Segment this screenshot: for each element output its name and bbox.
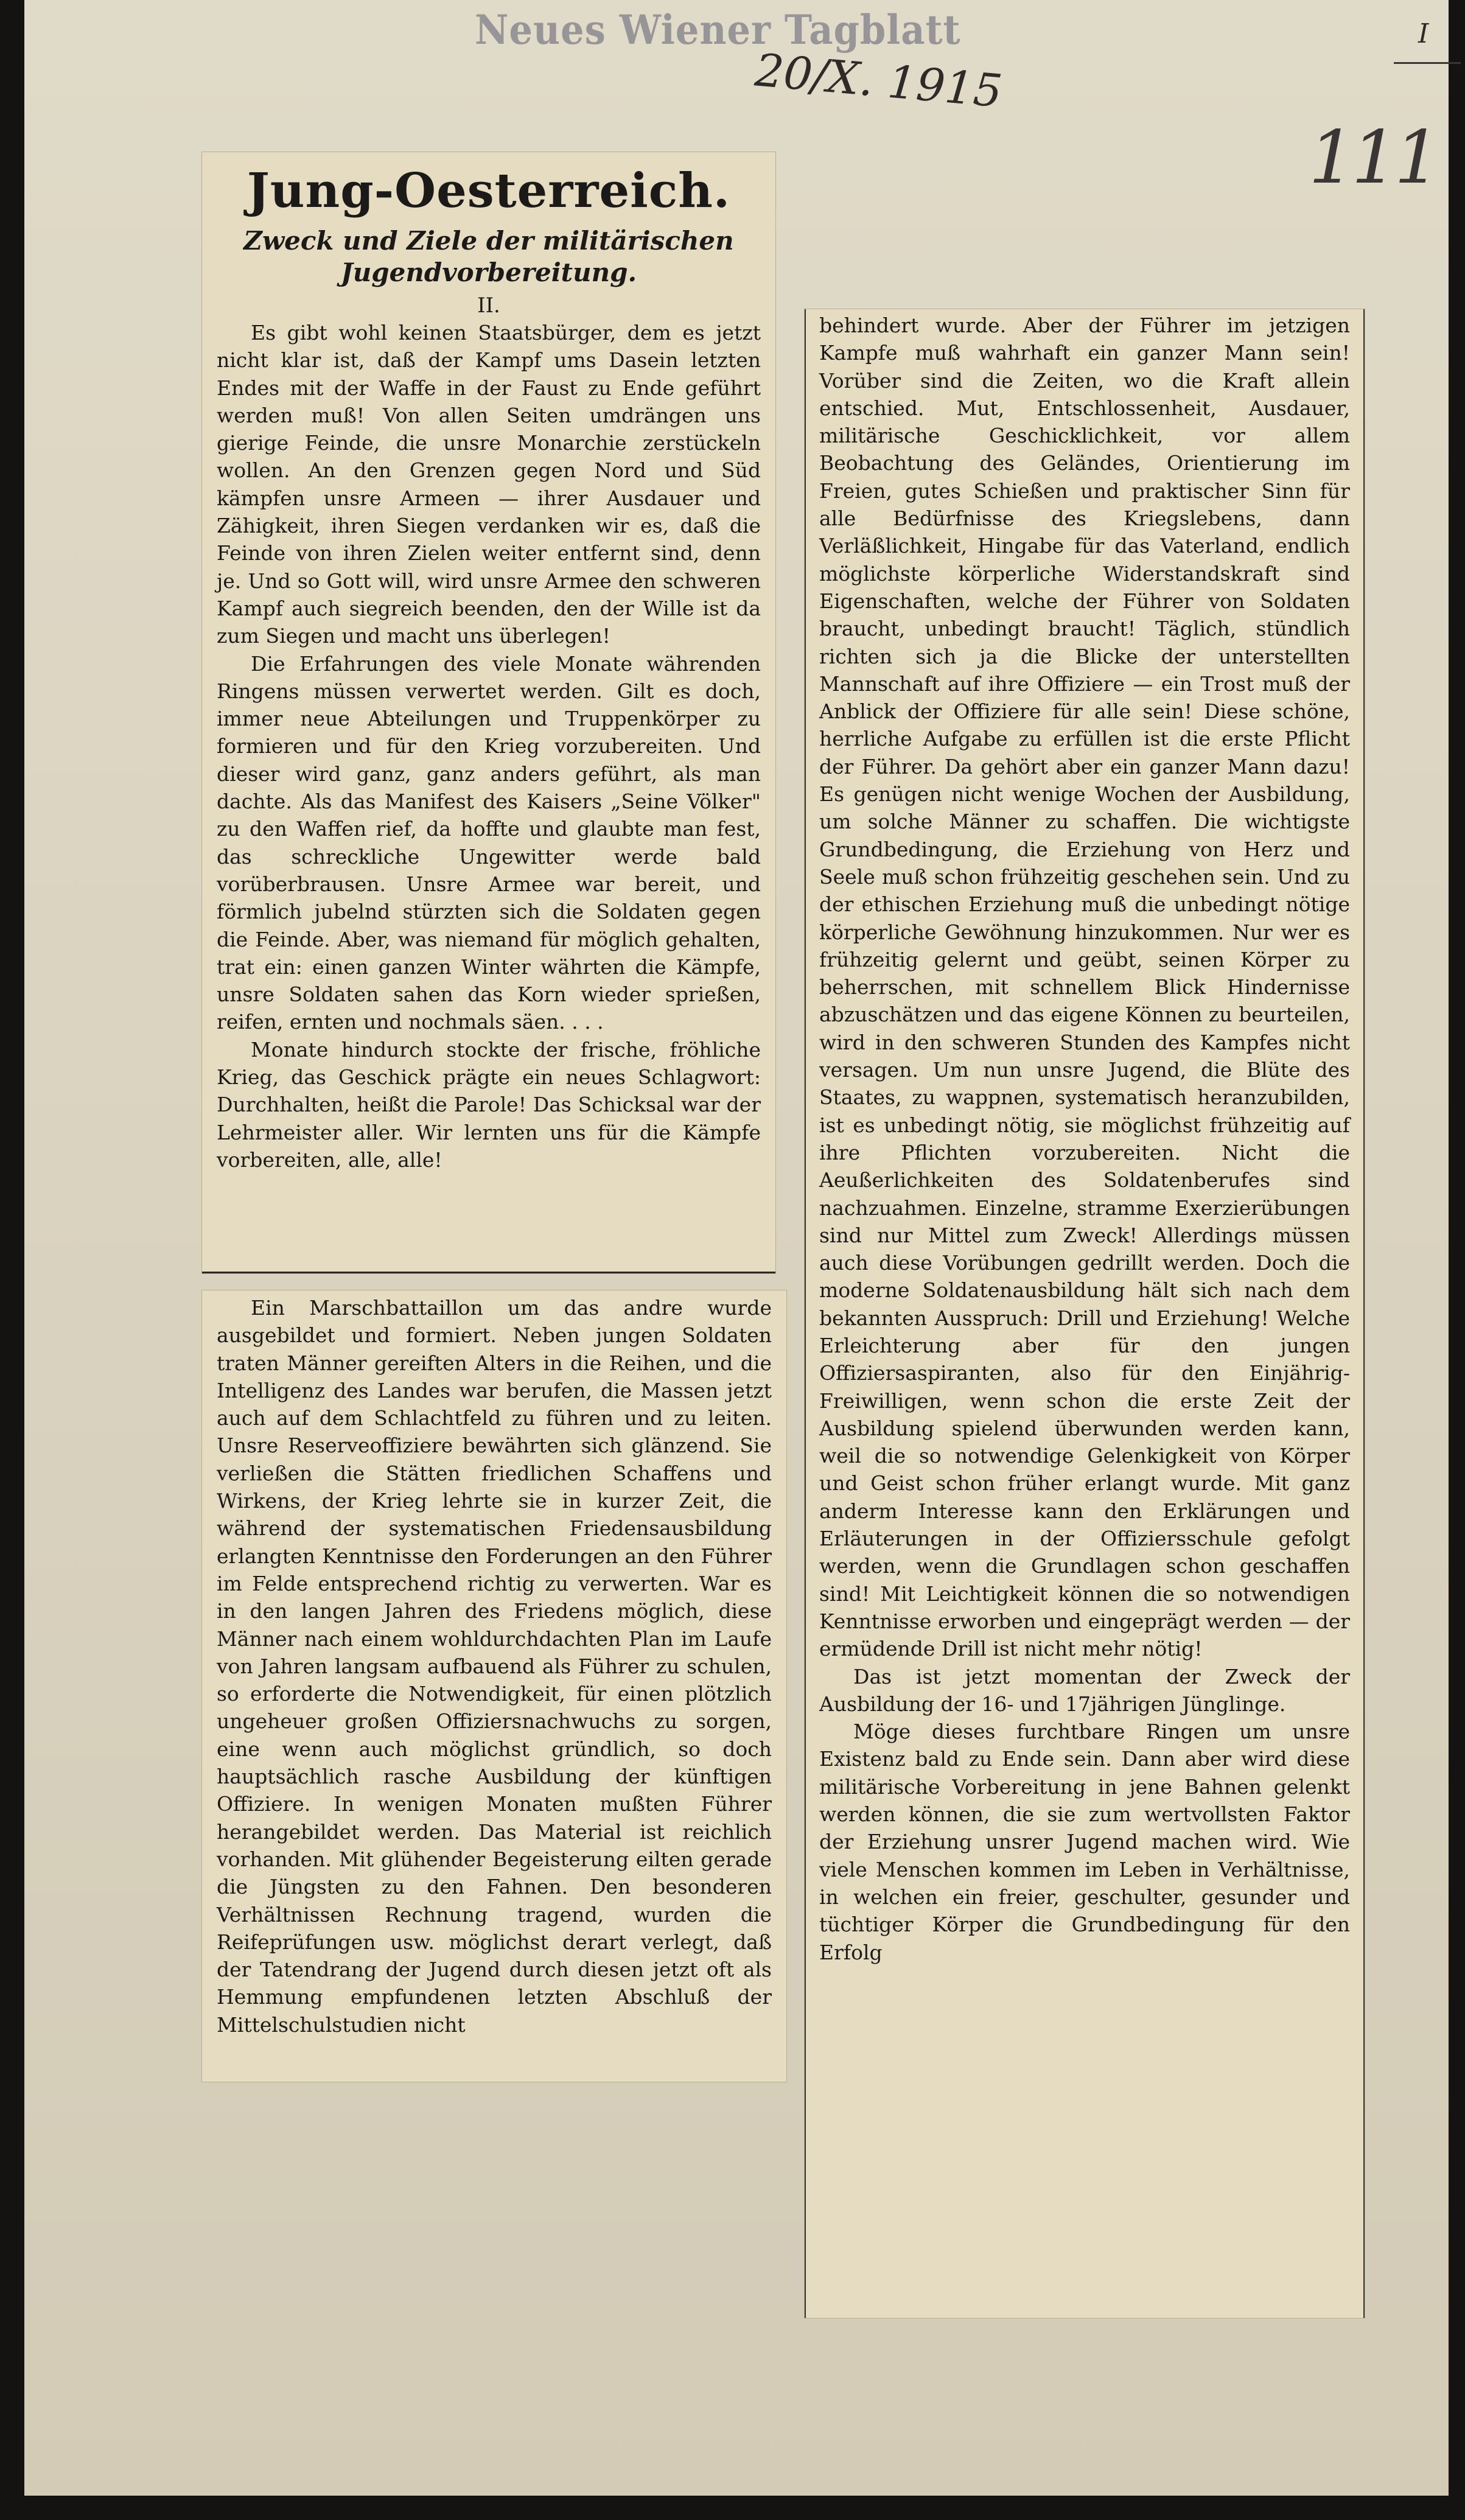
clipping-continuation-column (202, 1290, 786, 2082)
paragraph: Möge dieses furchtbare Ringen um unsre Existenz bald zu Ende sein. Dann aber wird diese militärische Vorbereitung in jene Bahnen gelenkt werden können, die sie zum wertvollsten Faktor der Erziehung unsrer Jugend machen wird. Wie viele Menschen kommen im Leben in Verhältnisse, in welchen ein freier, geschulter, gesunder und tüchtiger Körper die Grundbedingung für den Erfolg (819, 1720, 1350, 1964)
article-section-number: II. (477, 293, 500, 318)
paragraph: Das ist jetzt momentan der Zweck der Ausbildung der 16- und 17jährigen Jünglinge. (819, 1664, 1350, 1716)
column-rule-right (1363, 309, 1365, 2318)
newspaper-stamp: Neues Wiener Tagblatt (475, 6, 961, 54)
article-subtitle: Zweck und Ziele der militärischen Jugendvorbereitung. (243, 226, 734, 287)
handwritten-corner-mark: I (1418, 18, 1429, 49)
column-rule (202, 1272, 775, 1273)
archive-sheet (24, 0, 1449, 2496)
article-title: Jung-Oesterreich. (246, 163, 731, 219)
paragraph: Monate hindurch stockte der frische, fröhliche Krieg, das Geschick prägte ein neues Schlagwort: Durchhalten, heißt die Parole! Das Schicksal war der Lehrmeister aller. Wir lernten uns für die Kämpfe vorbereiten, alle, alle! (217, 1037, 761, 1172)
clipping-second-column (805, 309, 1365, 2318)
handwritten-number: 111 (1309, 116, 1438, 200)
handwritten-date: 20/X. 1915 (753, 44, 1005, 118)
handwritten-underline (1394, 62, 1461, 64)
paragraph: Es gibt wohl keinen Staatsbürger, dem es jetzt nicht klar ist, daß der Kampf ums Dasein letzten Endes mit der Waffe in der Faust zu Ende geführt werden muß! Von allen Seiten umdrängen uns gierige Feinde, die unsre Monarchie zerstückeln wollen. An den Grenzen gegen Nord und Süd kämpfen unsre Armeen — ihrer Ausdauer und Zähigkeit, ihren Siegen verdanken wir es, daß die Feinde von ihren Zielen weiter entfernt sind, denn je. Und so Gott will, wird unsre Armee den schweren Kampf auch siegreich beenden, den der Wille ist da zum Siegen und macht uns überlegen! (217, 321, 761, 648)
paragraph: Ein Marschbattaillon um das andre wurde ausgebildet und formiert. Neben jungen Soldaten traten Männer gereiften Alters in die Reihen, und die Intelligenz des Landes war berufen, die Massen jetzt auch auf dem Schlachtfeld zu führen und zu leiten. Unsre Reserveoffiziere bewährten sich glänzend. Sie verließen die Stätten friedlichen Schaffens und Wirkens, der Krieg lehrte sie in kurzer Zeit, die während der systematischen Friedensausbildung erlangten Kenntnisse den Forderungen an den Führer im Felde entsprechend richtig zu verwerten. War es in den langen Jahren des Friedens möglich, diese Männer nach einem wohldurchdachten Plan im Laufe von Jahren langsam aufbauend als Führer zu schulen, so erforderte die Notwendigkeit, für einen plötzlich ungeheuer großen Offiziersnachwuchs zu sorgen, eine wenn auch möglichst gründlich, so doch hauptsächlich rasche Ausbildung der künftigen Offiziere. In wenigen Monaten mußten Führer herangebildet werden. Das Material ist reichlich vorhanden. Mit glühender Begeisterung eilten gerade die Jüngsten zu den Fahnen. Den besonderen Verhältnissen Rechnung tragend, wurden die Reifeprüfungen usw. möglichst derart verlegt, daß der Tatendrang der Jugend durch diesen jetzt oft als Hemmung empfundenen letzten Abschluß der Mittelschulstudien nicht (217, 1296, 772, 2037)
clipping-headline-column (202, 152, 775, 1273)
column-rule-left (805, 309, 806, 2318)
paragraph: behindert wurde. Aber der Führer im jetzigen Kampfe muß wahrhaft ein ganzer Mann sein! Vorüber sind die Zeiten, wo die Kraft allein entschied. Mut, Entschlossenheit, Ausdauer, militärische Geschicklichkeit, vor allem Beobachtung des Geländes, Orientierung im Freien, gutes Schießen und praktischer Sinn für alle Bedürfnisse des Kriegslebens, dann Verläßlichkeit, Hingabe für das Vaterland, endlich möglichste körperliche Widerstandskraft sind Eigenschaften, welche der Führer von Soldaten braucht, unbedingt braucht! Täglich, stündlich richten sich ja die Blicke der unterstellten Mannschaft auf ihre Offiziere — ein Trost muß der Anblick der Offiziere für alle sein! Diese schöne, herrliche Aufgabe zu erfüllen ist die erste Pflicht der Führer. Da gehört aber ein ganzer Mann dazu! Es genügen nicht wenige Wochen der Ausbildung, um solche Männer zu schaffen. Die wichtigste Grundbedingung, die Erziehung von Herz und Seele muß schon frühzeitig geschehen sein. Und zu der ethischen Erziehung muß die unbedingt nötige körperliche Gewöhnung hinzukommen. Nur wer es frühzeitig gelernt und geübt, seinen Körper zu beherrschen, mit schnellem Blick Hindernisse abzuschätzen und das eigene Können zu beurteilen, wird in den schweren Stunden des Kampfes nicht versagen. Um nun unsre Jugend, die Blüte des Staates, zu wappnen, systematisch heranzubilden, ist es unbedingt nötig, sie möglichst frühzeitig auf ihre Pflichten vorzubereiten. Nicht die Aeußerlichkeiten des Soldatenberufes sind nachzuahmen. Einzelne, stramme Exerzierübungen sind nur Mittel zum Zweck! Allerdings müssen auch diese Vorübungen gedrillt werden. Doch die moderne Soldatenausbildung hält sich nach dem bekannten Ausspruch: Drill und Erziehung! Welche Erleichterung aber für den jungen Offiziersaspiranten, also für den Einjährig-Freiwilligen, wenn schon die erste Zeit der Ausbildung spielend überwunden werden kann, weil die so notwendige Gelenkigkeit von Körper und Geist schon früher erlangt wurde. Mit ganz anderm Interesse kann den Erklärungen und Erläuterungen in der Offiziersschule gefolgt werden, wenn die Grundlagen schon geschaffen sind! Mit Leichtigkeit können die so notwendigen Kenntnisse erworben und eingeprägt werden — der ermüdende Drill ist nicht mehr nötig! (819, 313, 1350, 1661)
paragraph: Die Erfahrungen des viele Monate währenden Ringens müssen verwertet werden. Gilt es doch, immer neue Abteilungen und Truppenkörper zu formieren und für den Krieg vorzubereiten. Und dieser wird ganz, ganz anders geführt, als man dachte. Als das Manifest des Kaisers „Seine Völker" zu den Waffen rief, da hoffte und glaubte man fest, das schreckliche Ungewitter werde bald vorüberbrausen. Unsre Armee war bereit, und förmlich jubelnd stürzten sich die Soldaten gegen die Feinde. Aber, was niemand für möglich gehalten, trat ein: einen ganzen Winter währten die Kämpfe, unsre Soldaten sahen das Korn wieder sprießen, reifen, ernten und nochmals säen. . . . (217, 651, 761, 1034)
